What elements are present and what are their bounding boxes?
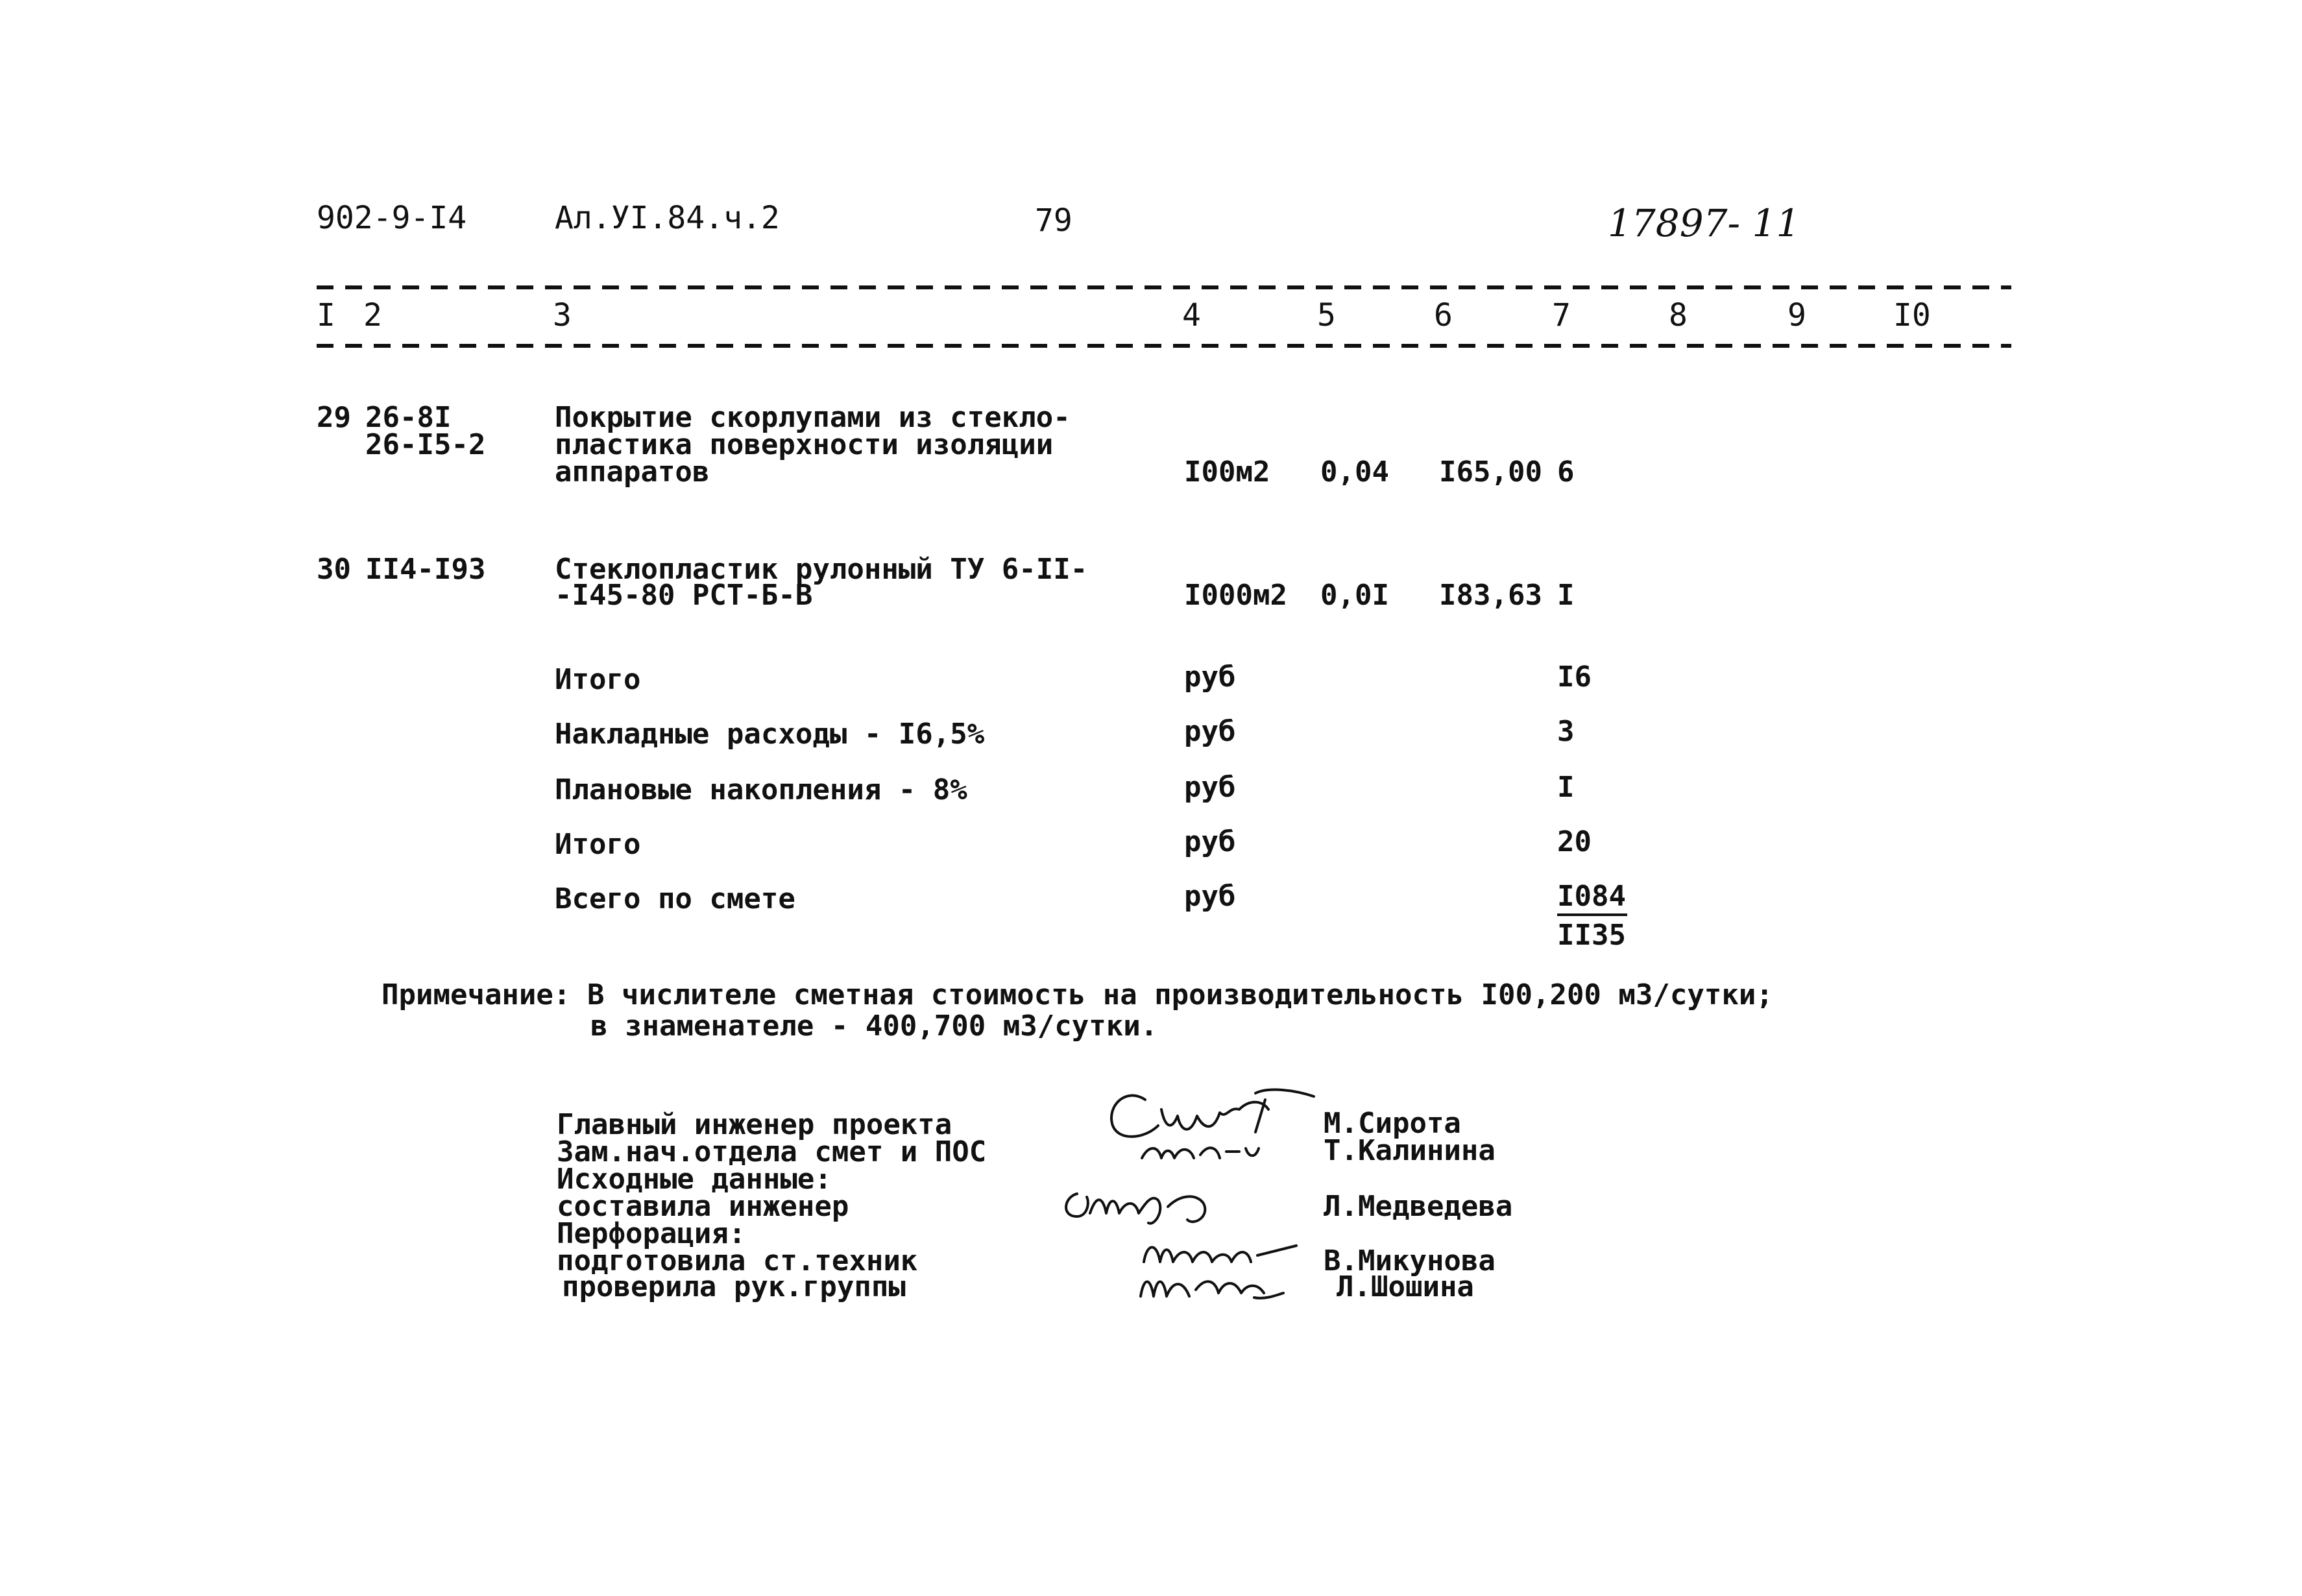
column-header-1: I <box>317 297 335 333</box>
fraction-bar <box>1557 913 1627 916</box>
role-source-data: Исходные данные: <box>557 1163 832 1196</box>
summary-subtotal-label: Итого <box>555 663 641 696</box>
role-chief-engineer: Главный инженер проекта <box>557 1108 952 1141</box>
summary-overhead-label: Накладные расходы - I6,5% <box>555 718 985 751</box>
name-mikunova: В.Микунова <box>1324 1244 1496 1277</box>
summary-total-value: 20 <box>1557 825 1592 858</box>
row-29-code-2: 26-I5-2 <box>365 428 486 461</box>
role-deputy-head: Зам.нач.отдела смет и ПОС <box>557 1135 987 1168</box>
row-29-name-line-1: Покрытие скорлупами из стекло- <box>555 401 1071 434</box>
row-30-name-line-1: Стеклопластик рулонный ТУ 6-II- <box>555 553 1088 586</box>
page-number: 79 <box>1035 202 1072 239</box>
signature-kalinina <box>1135 1132 1265 1171</box>
note-line-1: В числителе сметная стоимость на производительность I00,200 м3/сутки; <box>587 978 1773 1011</box>
row-30-name-line-2: -I45-80 РСТ-Б-В <box>555 579 813 612</box>
column-header-3: 3 <box>553 297 572 333</box>
row-30-unit-price: I83,63 <box>1439 579 1542 612</box>
summary-total-unit: руб <box>1184 825 1236 858</box>
grand-total-denominator: II35 <box>1557 919 1626 952</box>
role-compiled-by: составила инженер <box>557 1190 849 1223</box>
row-29-unit: I00м2 <box>1184 455 1270 489</box>
summary-planned-savings-value: I <box>1557 771 1575 804</box>
row-30-total: I <box>1557 579 1575 612</box>
row-29-total: 6 <box>1557 455 1575 489</box>
summary-total-label: Итого <box>555 828 641 861</box>
album-reference: Ал.УI.84.ч.2 <box>555 200 780 236</box>
grand-total-numerator: I084 <box>1557 880 1626 913</box>
column-header-9: 9 <box>1787 297 1806 333</box>
signature-shoshina <box>1134 1264 1290 1303</box>
column-header-2: 2 <box>363 297 382 333</box>
row-29-code-1: 26-8I <box>365 401 452 434</box>
row-30-unit: I000м2 <box>1184 579 1287 612</box>
column-header-7: 7 <box>1552 297 1571 333</box>
summary-overhead-unit: руб <box>1184 715 1236 748</box>
column-header-5: 5 <box>1317 297 1336 333</box>
summary-planned-savings-unit: руб <box>1184 771 1236 804</box>
summary-grand-total-unit: руб <box>1184 880 1236 913</box>
column-header-6: 6 <box>1434 297 1453 333</box>
inventory-number: 17897- 11 <box>1608 201 1800 245</box>
summary-subtotal-unit: руб <box>1184 660 1236 694</box>
row-29-quantity: 0,04 <box>1320 455 1389 489</box>
note-label: Примечание: <box>382 978 571 1011</box>
role-checked-by: проверила рук.группы <box>562 1270 906 1303</box>
row-30-quantity: 0,0I <box>1320 579 1389 612</box>
row-29-number: 29 <box>317 401 351 434</box>
role-perforation: Перфорация: <box>557 1217 746 1250</box>
row-29-name-line-2: пластика поверхности изоляции <box>555 428 1054 461</box>
role-prepared-by: подготовила ст.техник <box>557 1244 918 1277</box>
doc-code: 902-9-I4 <box>317 200 467 236</box>
summary-grand-total-label: Всего по смете <box>555 882 795 915</box>
row-29-name-line-3: аппаратов <box>555 455 710 489</box>
name-kalinina: Т.Калинина <box>1324 1134 1496 1167</box>
name-shoshina: Л.Шошина <box>1337 1270 1474 1303</box>
summary-planned-savings-label: Плановые накопления - 8% <box>555 773 967 806</box>
name-medvedeva: Л.Медведева <box>1324 1190 1513 1223</box>
note-line-2: в знаменателе - 400,700 м3/сутки. <box>590 1010 1158 1043</box>
column-header-10: I0 <box>1893 297 1931 333</box>
summary-overhead-value: 3 <box>1557 715 1575 748</box>
summary-subtotal-value: I6 <box>1557 660 1592 694</box>
row-30-number: 30 <box>317 553 351 586</box>
column-header-8: 8 <box>1669 297 1688 333</box>
signature-medvedeva <box>1058 1181 1239 1233</box>
name-sirota: М.Сирота <box>1324 1107 1461 1140</box>
table-top-rule <box>317 285 2011 289</box>
column-header-4: 4 <box>1182 297 1201 333</box>
row-30-code: II4-I93 <box>365 553 486 586</box>
row-29-unit-price: I65,00 <box>1439 455 1542 489</box>
table-header-rule <box>317 344 2011 348</box>
